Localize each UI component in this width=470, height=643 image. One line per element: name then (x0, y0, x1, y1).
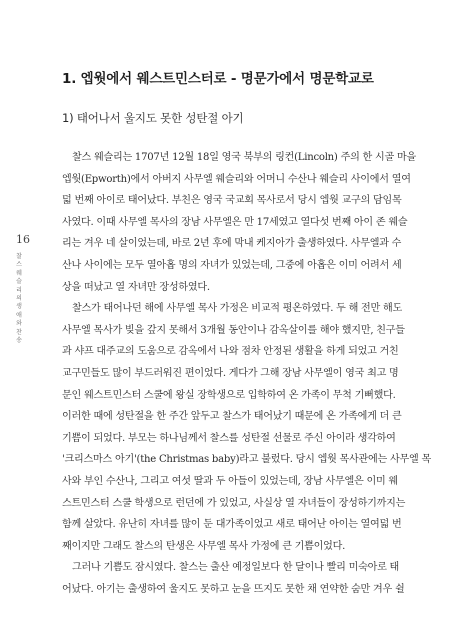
body-line: 기쁨이 되었다. 부모는 하나님께서 찰스를 성탄절 선물로 주신 아이라 생각하여 (62, 432, 396, 444)
body-line: 사였다. 이때 사무엘 목사의 장남 사무엘은 만 17세였고 열다섯 번째 아이 존 웨슬 (62, 216, 408, 228)
body-line: 함께 살았다. 유난히 자녀를 많이 둔 대가족이었고 새로 태어난 아이는 열여덟 번 (62, 519, 402, 531)
body-line: 그러나 기쁨도 잠시였다. 찰스는 출산 예정일보다 한 달이나 빨리 미숙아로 태 (72, 562, 400, 574)
body-line: 찰스 웨슬리는 1707년 12월 18일 영국 북부의 링컨(Lincoln) 주의 한 시골 마을 (72, 152, 416, 163)
running-head: 찰스 웨슬리의 생애와 찬송 (16, 253, 24, 345)
body-line: 문인 웨스트민스터 스쿨에 왕실 장학생으로 입학하여 온 가족이 무척 기뻐했다. (62, 389, 396, 401)
chapter-title: 1. 엡웟에서 웨스트민스터로 - 명문가에서 명문학교로 (62, 71, 374, 87)
body-line: 찰스가 태어나던 해에 사무엘 목사 가정은 비교적 평온하였다. 두 해 전만 해도 (72, 303, 403, 315)
body-line: 덟 번째 아이로 태어났다. 부친은 영국 국교회 목사로서 당시 엡웟 교구의 담임목 (62, 195, 402, 207)
body-line: 리는 겨우 네 살이었는데, 바로 2년 후에 막내 케지아가 출생하였다. 사무엘과 수 (62, 238, 402, 250)
body-line: '크리스마스 아기'(the Christmas baby)라고 불렀다. 당시 엡웟 목사관에는 사무엘 목 (62, 454, 431, 466)
body-line: 상을 떠났고 열 자녀만 장성하였다. (62, 281, 210, 293)
body-line: 째이지만 그래도 찰스의 탄생은 사무엘 목사 가정에 큰 기쁨이었다. (62, 540, 346, 552)
page-number: 16 (16, 233, 30, 246)
body-line: 사무엘 목사가 빚을 갚지 못해서 3개월 동안이나 감옥살이를 해야 했지만, 친구들 (62, 324, 405, 336)
body-line: 스트민스터 스쿨 학생으로 런던에 가 있었고, 사실상 열 자녀들이 장성하기까지는 (62, 497, 406, 509)
section-title: 1) 태어나서 울지도 못한 성탄절 아기 (62, 111, 244, 125)
body-line: 어났다. 아기는 출생하여 울지도 못하고 눈을 뜨지도 못한 채 연약한 숨만 겨우 쉴 (62, 583, 405, 595)
body-line: 교구민들도 많이 부드러워진 편이었다. 게다가 그해 장남 사무엘이 영국 최고 명 (62, 367, 399, 379)
body-line: 과 샤프 대주교의 도움으로 감옥에서 나와 점차 안정된 생활을 하게 되었고 거친 (62, 346, 399, 358)
body-line: 이러한 때에 성탄절을 한 주간 앞두고 찰스가 태어났기 때문에 온 가족에게 더 큰 (62, 411, 402, 423)
body-line: 산나 사이에는 모두 열아홉 명의 자녀가 있었는데, 그중에 아홉은 이미 어려서 세 (62, 259, 402, 271)
body-text (62, 147, 454, 600)
body-line: 사와 부인 수산나, 그리고 여섯 딸과 두 아들이 있었는데, 장남 사무엘은 이미 웨 (62, 475, 398, 487)
body-line: 엡웟(Epworth)에서 아버지 사무엘 웨슬리와 어머니 수산나 웨슬리 사이에서 열여 (62, 173, 411, 185)
